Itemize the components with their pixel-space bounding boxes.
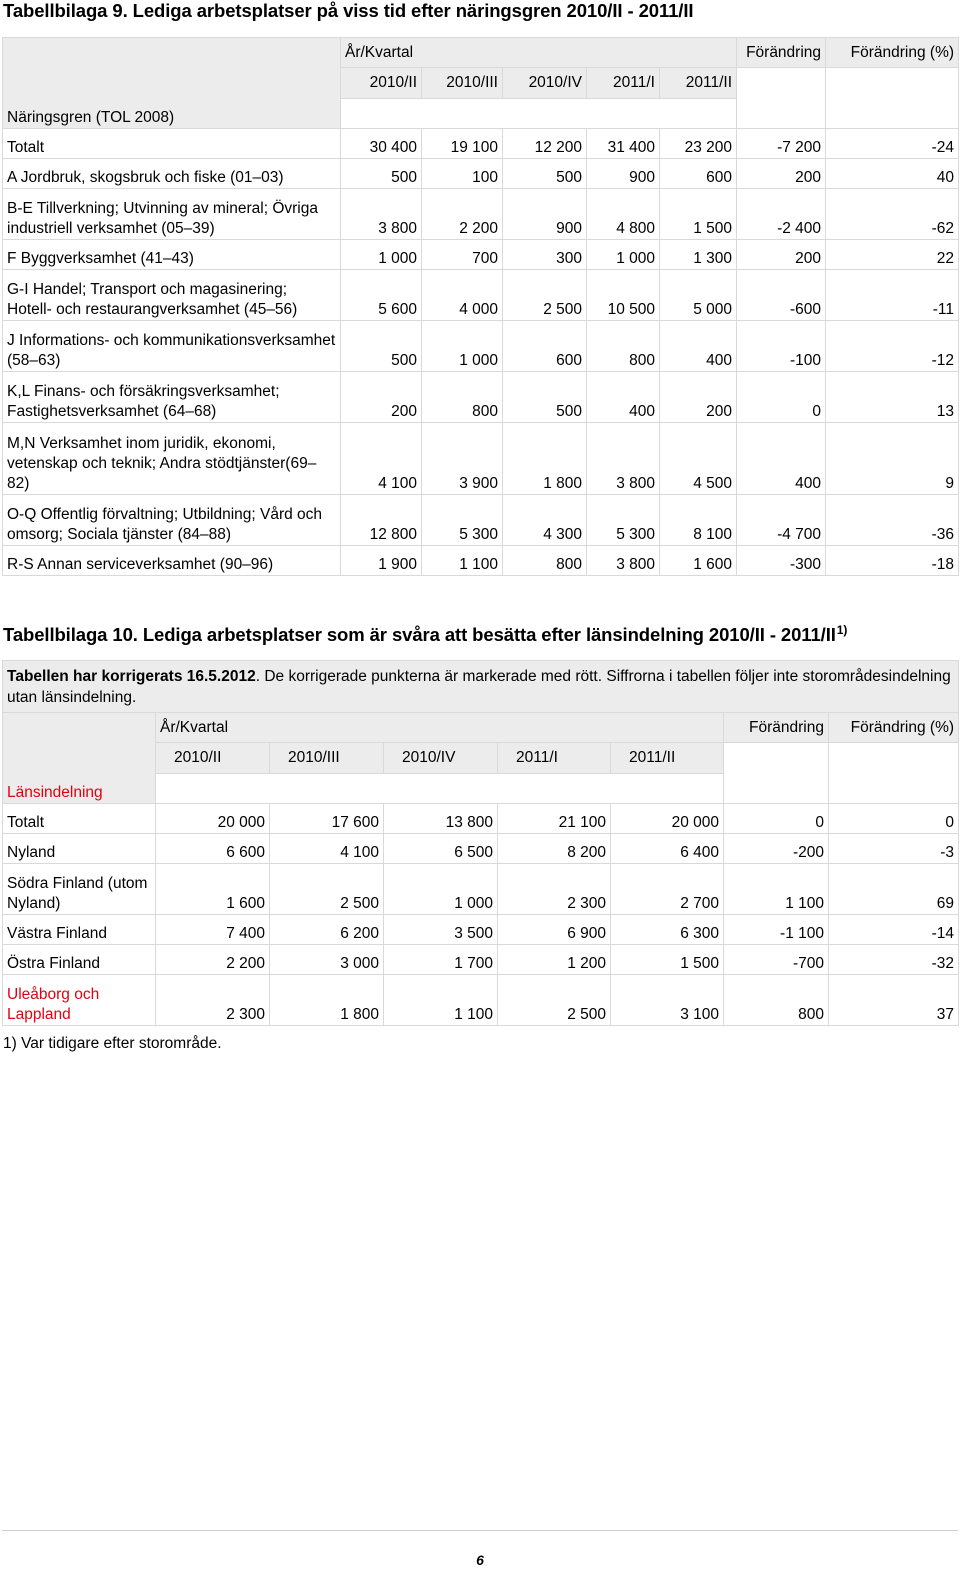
table9-value-cell: 3 800 <box>587 423 660 495</box>
table9-change-cell: 400 <box>737 423 826 495</box>
table10-value-cell: 8 200 <box>498 834 611 864</box>
table10-row-label: Västra Finland <box>3 915 156 945</box>
table9-row-header-label: Näringsgren (TOL 2008) <box>7 109 175 126</box>
table9-row <box>3 159 959 189</box>
table9-value-cell: 10 500 <box>587 270 660 321</box>
table9-value-cell: 4 800 <box>587 189 660 240</box>
table10-row <box>3 864 959 915</box>
table10 <box>2 660 959 1026</box>
table10-change-pct-cell: 0 <box>829 804 959 834</box>
table9-change-cell: -100 <box>737 321 826 372</box>
table10-header-spacer <box>724 743 829 804</box>
table10-value-cell: 7 400 <box>156 915 270 945</box>
table9-change-cell: -2 400 <box>737 189 826 240</box>
table9-value-cell: 200 <box>660 372 737 423</box>
table10-period-header: 2010/IV <box>384 743 498 774</box>
table10-title-footnote-mark: 1) <box>836 623 848 637</box>
table9-change-pct-cell: -36 <box>826 495 959 546</box>
table9-value-cell: 19 100 <box>422 129 503 159</box>
table9-change-pct-header: Förändring (%) <box>826 38 959 68</box>
table9-value-cell: 4 000 <box>422 270 503 321</box>
table9-header-spacer <box>737 68 826 129</box>
table10-value-cell: 13 800 <box>384 804 498 834</box>
table9-value-cell: 5 300 <box>587 495 660 546</box>
table9-value-cell: 12 200 <box>503 129 587 159</box>
table10-change-pct-cell: 37 <box>829 975 959 1026</box>
table9-value-cell: 100 <box>422 159 503 189</box>
table10-value-cell: 1 800 <box>270 975 384 1026</box>
table10-row <box>3 975 959 1026</box>
table10-value-cell: 2 300 <box>498 864 611 915</box>
table9-value-cell: 1 000 <box>587 240 660 270</box>
table9-row <box>3 546 959 576</box>
table9-value-cell: 200 <box>341 372 422 423</box>
table10-change-cell: -1 100 <box>724 915 829 945</box>
table9-row <box>3 321 959 372</box>
table10-value-cell: 20 000 <box>611 804 724 834</box>
table10-change-pct-cell: 69 <box>829 864 959 915</box>
table10-value-cell: 1 500 <box>611 945 724 975</box>
table9-value-cell: 900 <box>587 159 660 189</box>
table9-header-spacer <box>341 99 737 129</box>
table9-change-pct-cell: 13 <box>826 372 959 423</box>
table9-value-cell: 600 <box>503 321 587 372</box>
table9-period-header: 2011/I <box>587 68 660 99</box>
table9-header-spacer <box>826 68 959 129</box>
table9-value-cell: 4 300 <box>503 495 587 546</box>
table9-value-cell: 31 400 <box>587 129 660 159</box>
table9-row <box>3 270 959 321</box>
table9-change-pct-cell: -12 <box>826 321 959 372</box>
table10-row-header-label: Länsindelning <box>7 784 103 801</box>
table9-value-cell: 1 600 <box>660 546 737 576</box>
table10-change-pct-cell: -14 <box>829 915 959 945</box>
table9-value-cell: 2 500 <box>503 270 587 321</box>
table9-value-cell: 600 <box>660 159 737 189</box>
table10-change-header: Förändring <box>724 713 829 743</box>
table9-value-cell: 4 500 <box>660 423 737 495</box>
table9-value-cell: 1 000 <box>422 321 503 372</box>
table9-row <box>3 189 959 240</box>
table10-value-cell: 21 100 <box>498 804 611 834</box>
table10-value-cell: 17 600 <box>270 804 384 834</box>
table10-change-cell: 800 <box>724 975 829 1026</box>
table9-change-cell: 200 <box>737 240 826 270</box>
table9-value-cell: 1 300 <box>660 240 737 270</box>
table9-value-cell: 2 200 <box>422 189 503 240</box>
table10-value-cell: 1 200 <box>498 945 611 975</box>
table9-change-pct-cell: -24 <box>826 129 959 159</box>
table9 <box>2 37 959 576</box>
table9-row-label: M,N Verksamhet inom juridik, ekonomi, vetenskap och teknik; Andra stödtjänster(69–82) <box>3 423 341 495</box>
table9-period-header: 2010/IV <box>503 68 587 99</box>
table10-row-label: Uleåborg och Lappland <box>3 975 156 1026</box>
table10-period-header: 2010/III <box>270 743 384 774</box>
table9-value-cell: 3 800 <box>587 546 660 576</box>
table9-value-cell: 1 800 <box>503 423 587 495</box>
table10-value-cell: 3 100 <box>611 975 724 1026</box>
table10-value-cell: 2 500 <box>270 864 384 915</box>
table9-value-cell: 800 <box>503 546 587 576</box>
table9-row <box>3 372 959 423</box>
table9-change-pct-cell: -62 <box>826 189 959 240</box>
table10-period-header: 2011/II <box>611 743 724 774</box>
table9-value-cell: 400 <box>660 321 737 372</box>
table10-value-cell: 2 700 <box>611 864 724 915</box>
table10-period-header: 2010/II <box>156 743 270 774</box>
table10-value-cell: 6 400 <box>611 834 724 864</box>
table9-value-cell: 4 100 <box>341 423 422 495</box>
table9-row-label: Totalt <box>3 129 341 159</box>
table10-value-cell: 2 200 <box>156 945 270 975</box>
table9-row <box>3 129 959 159</box>
table10-title-text: Tabellbilaga 10. Lediga arbetsplatser som är svåra att besätta efter länsindelning 2010/II - 2011/II <box>3 624 836 645</box>
table9-value-cell: 400 <box>587 372 660 423</box>
table10-row-label: Nyland <box>3 834 156 864</box>
table9-value-cell: 500 <box>503 372 587 423</box>
table9-period-header: 2010/III <box>422 68 503 99</box>
table10-correction-note <box>3 661 959 713</box>
table9-value-cell: 5 300 <box>422 495 503 546</box>
table9-value-cell: 800 <box>587 321 660 372</box>
table9-change-pct-cell: 9 <box>826 423 959 495</box>
table9-value-cell: 3 900 <box>422 423 503 495</box>
table10-row-label: Södra Finland (utom Nyland) <box>3 864 156 915</box>
table10-row <box>3 945 959 975</box>
table9-value-cell: 900 <box>503 189 587 240</box>
table10-value-cell: 1 100 <box>384 975 498 1026</box>
table9-row-label: B-E Tillverkning; Utvinning av mineral; Övriga industriell verksamhet (05–39) <box>3 189 341 240</box>
table9-value-cell: 300 <box>503 240 587 270</box>
table9-value-cell: 5 600 <box>341 270 422 321</box>
table10-period-group-header: År/Kvartal <box>156 713 724 743</box>
table9-change-pct-cell: -18 <box>826 546 959 576</box>
table10-change-cell: -200 <box>724 834 829 864</box>
table9-value-cell: 500 <box>503 159 587 189</box>
footer-divider <box>2 1530 958 1531</box>
table9-value-cell: 8 100 <box>660 495 737 546</box>
table9-row <box>3 240 959 270</box>
table10-value-cell: 6 600 <box>156 834 270 864</box>
table10-note-text: . De korrigerade punkterna är markerade med rött. Siffrorna i tabellen följer inte storområdesindelning utan länsindelning. <box>7 667 951 706</box>
table10-change-pct-cell: -32 <box>829 945 959 975</box>
table9-value-cell: 23 200 <box>660 129 737 159</box>
table10-value-cell: 6 300 <box>611 915 724 945</box>
table10-row-label: Totalt <box>3 804 156 834</box>
table10-row <box>3 804 959 834</box>
table10-change-pct-header: Förändring (%) <box>829 713 959 743</box>
table10-value-cell: 3 000 <box>270 945 384 975</box>
table10-change-cell: 1 100 <box>724 864 829 915</box>
table10-value-cell: 6 900 <box>498 915 611 945</box>
table10-change-pct-cell: -3 <box>829 834 959 864</box>
table9-title: Tabellbilaga 9. Lediga arbetsplatser på viss tid efter näringsgren 2010/II - 2011/II <box>3 0 694 21</box>
page-number: 6 <box>476 1552 484 1568</box>
table10-footnote: 1) Var tidigare efter storområde. <box>3 1035 222 1052</box>
table10-value-cell: 20 000 <box>156 804 270 834</box>
table10-value-cell: 3 500 <box>384 915 498 945</box>
table10-row <box>3 834 959 864</box>
table9-change-cell: -600 <box>737 270 826 321</box>
table10-value-cell: 2 500 <box>498 975 611 1026</box>
table9-value-cell: 700 <box>422 240 503 270</box>
table9-value-cell: 500 <box>341 321 422 372</box>
table9-change-header: Förändring <box>737 38 826 68</box>
table9-value-cell: 30 400 <box>341 129 422 159</box>
table9-value-cell: 500 <box>341 159 422 189</box>
table10-value-cell: 2 300 <box>156 975 270 1026</box>
table9-period-group-header: År/Kvartal <box>341 38 737 68</box>
table10-header-spacer <box>829 743 959 804</box>
table10-title <box>3 623 847 646</box>
table9-period-header: 2011/II <box>660 68 737 99</box>
table10-value-cell: 6 500 <box>384 834 498 864</box>
table9-value-cell: 1 500 <box>660 189 737 240</box>
table9-row-label: G-I Handel; Transport och magasinering; Hotell- och restaurangverksamhet (45–56) <box>3 270 341 321</box>
table10-period-header: 2011/I <box>498 743 611 774</box>
table9-change-cell: -7 200 <box>737 129 826 159</box>
table9-row <box>3 423 959 495</box>
table9-corner-cell <box>3 38 341 129</box>
table10-corner-cell <box>3 713 156 804</box>
table10-value-cell: 6 200 <box>270 915 384 945</box>
table10-change-cell: 0 <box>724 804 829 834</box>
table10-note-date: Tabellen har korrigerats 16.5.2012 <box>7 667 256 685</box>
table10-value-cell: 1 700 <box>384 945 498 975</box>
table9-change-pct-cell: -11 <box>826 270 959 321</box>
table9-change-pct-cell: 22 <box>826 240 959 270</box>
table9-change-cell: -4 700 <box>737 495 826 546</box>
table10-change-cell: -700 <box>724 945 829 975</box>
table9-value-cell: 800 <box>422 372 503 423</box>
table9-value-cell: 1 000 <box>341 240 422 270</box>
table9-row-label: R-S Annan serviceverksamhet (90–96) <box>3 546 341 576</box>
table10-row-label: Östra Finland <box>3 945 156 975</box>
table9-change-pct-cell: 40 <box>826 159 959 189</box>
table10-row <box>3 915 959 945</box>
table10-value-cell: 1 000 <box>384 864 498 915</box>
table9-row-label: F Byggverksamhet (41–43) <box>3 240 341 270</box>
table9-row <box>3 495 959 546</box>
table9-change-cell: -300 <box>737 546 826 576</box>
table10-header-spacer <box>156 774 724 804</box>
table9-row-label: K,L Finans- och försäkringsverksamhet; Fastighetsverksamhet (64–68) <box>3 372 341 423</box>
table9-value-cell: 5 000 <box>660 270 737 321</box>
table9-value-cell: 12 800 <box>341 495 422 546</box>
table10-value-cell: 1 600 <box>156 864 270 915</box>
table9-row-label: O-Q Offentlig förvaltning; Utbildning; Vård och omsorg; Sociala tjänster (84–88) <box>3 495 341 546</box>
table9-change-cell: 200 <box>737 159 826 189</box>
table9-period-header: 2010/II <box>341 68 422 99</box>
table9-value-cell: 1 900 <box>341 546 422 576</box>
table9-value-cell: 3 800 <box>341 189 422 240</box>
table10-value-cell: 4 100 <box>270 834 384 864</box>
table9-value-cell: 1 100 <box>422 546 503 576</box>
table9-change-cell: 0 <box>737 372 826 423</box>
table9-row-label: A Jordbruk, skogsbruk och fiske (01–03) <box>3 159 341 189</box>
table9-row-label: J Informations- och kommunikationsverksamhet (58–63) <box>3 321 341 372</box>
